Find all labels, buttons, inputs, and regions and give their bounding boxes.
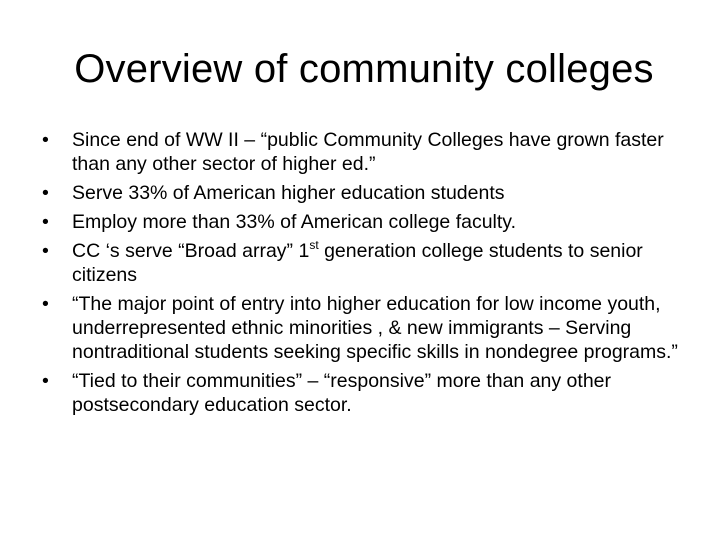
bullet-text: “Tied to their communities” – “responsive” more than any other postsecondary education sector. (72, 370, 612, 416)
bullet-icon: • (42, 293, 49, 315)
bullet-item (41, 292, 696, 364)
bullet-icon: • (42, 370, 49, 392)
bullet-item (41, 181, 696, 205)
bullet-icon: • (42, 211, 49, 233)
bullet-item (41, 128, 696, 176)
bullet-item (41, 369, 696, 417)
bullet-text: Since end of WW II – “public Community Colleges have grown faster than any other sector of higher ed.” (72, 129, 664, 175)
bullet-text (72, 237, 643, 286)
bullet-text: “The major point of entry into higher education for low income youth, underrepresented ethnic minorities , & new immigrants – Serving nontraditional students seeking specific skills in nondegree programs.” (72, 293, 678, 363)
slide-title: Overview of community colleges (74, 47, 654, 91)
bullet-icon: • (42, 129, 49, 151)
bullet-item (41, 239, 696, 287)
bullet-text-before: CC ‘s serve “Broad array” 1 (72, 240, 310, 262)
bullet-icon: • (42, 182, 49, 204)
ordinal-superscript: st (309, 237, 319, 252)
bullet-text-after: generation college students to senior citizens (72, 240, 643, 286)
bullet-text: Serve 33% of American higher education students (72, 182, 505, 204)
bullet-item (41, 210, 696, 234)
bullet-list (41, 128, 696, 422)
bullet-icon: • (42, 240, 49, 262)
bullet-text: Employ more than 33% of American college faculty. (72, 211, 517, 233)
